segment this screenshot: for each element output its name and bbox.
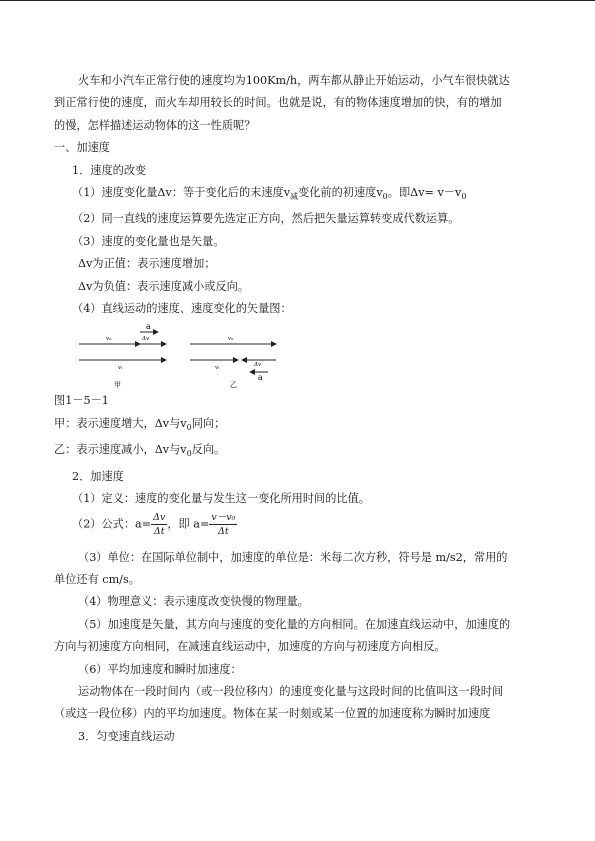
left-vt-label: vₜ xyxy=(118,365,123,372)
vector-line-1: （5）加速度是矢量，其方向与速度的变化量的方向相同。在加速直线运动中，加速度的 xyxy=(78,617,511,631)
jia-explanation: 甲：表示速度增大，Δv与$v_0$同向； xyxy=(54,416,226,432)
item-avg-instant-title: （6）平均加速度和瞬时加速度： xyxy=(78,662,242,676)
avg-line-1: 运动物体在一段时间内（或一段位移内）的速度变化量与这段时间的比值叫这一段时间 xyxy=(78,684,504,698)
unit-line-2: 单位还有 cm/s。 xyxy=(54,572,140,586)
section-heading-acceleration: 一、加速度 xyxy=(54,141,110,155)
right-v0-label: v₀ xyxy=(228,336,234,343)
item-vector-diagram: （4）直线运动的速度、速度变化的矢量图： xyxy=(72,302,292,316)
item-definition: （1）定义：速度的变化量与发生这一变化所用时间的比值。 xyxy=(72,492,370,506)
yi-explanation: 乙：表示速度减小，Δv与$v_0$反向。 xyxy=(54,443,226,459)
unit-line-1: （3）单位：在国际单位制中，加速度的单位是：米每二次方秒，符号是 m/s2，常用的 xyxy=(78,550,508,564)
item-formula: （2）公式：a= $\frac{\Delta v}{\Delta t}$ ，即 a= $\frac{\text{v－v₀}}{\Delta t}$ xyxy=(72,511,236,537)
right-vt-label: vₜ xyxy=(215,365,220,372)
document-page xyxy=(54,70,544,748)
subheading-velocity-change: 1．速度的改变 xyxy=(72,163,147,177)
right-a-label: a xyxy=(258,373,263,383)
item-physical-meaning: （4）物理意义：表示速度改变快慢的物理量。 xyxy=(78,595,309,609)
intro-line-1: 火车和小汽车正常行使的速度均为100Km/h，两车都从静止开始运动，小气车很快就达 xyxy=(78,74,510,87)
left-v0-label: v₀ xyxy=(106,336,112,343)
vector-line-2: 方向与初速度方向相同，在减速直线运动中，加速度的方向与初速度方向相反。 xyxy=(54,640,446,654)
left-caption: 甲 xyxy=(114,381,121,390)
right-dv-label: Δv xyxy=(254,362,262,369)
delta-v-positive: Δv为正值：表示速度增加； xyxy=(78,257,216,271)
item-delta-v-definition: （1）速度变化量Δv：等于变化后的末速度$v_减$变化前的初速度$v_0$。即$\Delta v= v-v_0$ xyxy=(72,186,467,202)
right-caption: 乙 xyxy=(230,381,237,390)
figure-label: 图1－5－1 xyxy=(54,394,109,408)
left-a-label: a xyxy=(146,322,151,332)
vector-figure xyxy=(78,320,298,390)
left-dv-label: Δv xyxy=(142,336,150,343)
subheading-uniform-acceleration: 3．匀变速直线运动 xyxy=(78,729,175,743)
fraction-dv-dt: $\frac{\Delta v}{\Delta t}$ xyxy=(153,511,166,537)
avg-line-2: （或这一段位移）内的平均加速度。物体在某一时刻或某一位置的加速度称为瞬时加速度 xyxy=(54,707,491,721)
delta-v-negative: Δv为负值：表示速度减小或反向。 xyxy=(78,279,250,293)
intro-line-2: 到正常行使的速度，而火车却用较长的时间。也就是说，有的物体速度增加的快，有的增加 xyxy=(54,96,502,110)
fraction-v-v0-dt: $\frac{\text{v－v₀}}{\Delta t}$ xyxy=(211,511,236,537)
top-rule xyxy=(0,0,595,1)
subheading-acceleration: 2．加速度 xyxy=(72,469,124,483)
vector-figure-svg xyxy=(78,320,308,390)
item-vector-quantity: （3）速度的变化量也是矢量。 xyxy=(72,234,225,248)
intro-line-3: 的慢，怎样描述运动物体的这一性质呢？ xyxy=(54,118,256,132)
item-direction-rule: （2）同一直线的速度运算要先选定正方向，然后把矢量运算转变成代数运算。 xyxy=(72,212,460,226)
